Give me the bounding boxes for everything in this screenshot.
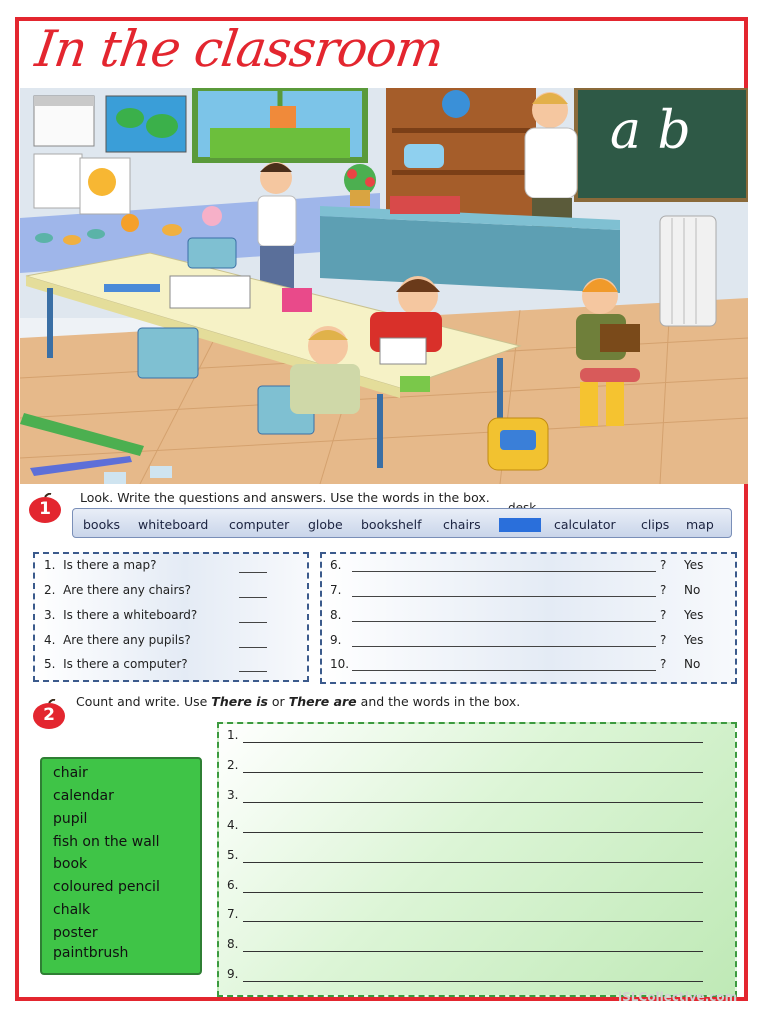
answers-box: 6. ? Yes 7. ? No 8. ? Yes 9. ? Yes 10. ? No xyxy=(320,552,737,684)
writing-line[interactable] xyxy=(243,832,703,833)
given-answer: Yes xyxy=(684,558,704,572)
count-item: coloured pencil xyxy=(53,879,160,895)
highlighted-blank xyxy=(499,518,541,532)
question-row: 3. Is there a whiteboard? xyxy=(44,608,198,622)
classroom-illustration xyxy=(20,88,748,484)
word-item: globe xyxy=(308,517,343,532)
count-item: chalk xyxy=(53,902,91,918)
answer-row-num: 9. xyxy=(330,633,342,647)
question-row: 1. Is there a map? xyxy=(44,558,157,572)
count-item: poster xyxy=(53,925,98,941)
count-item: paintbrush xyxy=(53,945,129,961)
answer-blank[interactable] xyxy=(239,622,267,623)
writing-line[interactable] xyxy=(243,951,703,952)
writing-line[interactable] xyxy=(243,772,703,773)
writing-line[interactable] xyxy=(243,742,703,743)
apple-number-1: 1 xyxy=(28,493,62,523)
answer-blank[interactable] xyxy=(239,647,267,648)
question-line[interactable] xyxy=(352,670,656,671)
given-answer: Yes xyxy=(684,608,704,622)
given-answer: No xyxy=(684,657,701,671)
answer-blank[interactable] xyxy=(239,671,267,672)
line-number: 3. xyxy=(227,788,239,802)
line-number: 4. xyxy=(227,818,239,832)
writing-line[interactable] xyxy=(243,862,703,863)
answer-row-num: 10. xyxy=(330,657,350,671)
count-item: chair xyxy=(53,765,88,781)
section1-instruction: Look. Write the questions and answers. Use the words in the box. xyxy=(80,490,490,505)
line-number: 1. xyxy=(227,728,239,742)
question-row: 4. Are there any pupils? xyxy=(44,633,191,647)
given-answer: Yes xyxy=(684,633,704,647)
line-number: 7. xyxy=(227,907,239,921)
writing-line[interactable] xyxy=(243,802,703,803)
line-number: 6. xyxy=(227,878,239,892)
answer-row-num: 6. xyxy=(330,558,342,572)
count-word-box xyxy=(40,757,202,975)
writing-line[interactable] xyxy=(243,981,703,982)
word-item: whiteboard xyxy=(138,517,209,532)
word-item: books xyxy=(83,517,120,532)
question-line[interactable] xyxy=(352,646,656,647)
word-box xyxy=(72,508,732,538)
line-number: 5. xyxy=(227,848,239,862)
word-item: clips xyxy=(641,517,670,532)
count-item: calendar xyxy=(53,788,114,804)
question-row: 2. Are there any chairs? xyxy=(44,583,192,597)
line-number: 2. xyxy=(227,758,239,772)
blackboard-letters: a b xyxy=(610,101,691,161)
count-item: book xyxy=(53,856,88,872)
question-line[interactable] xyxy=(352,571,656,572)
writing-line[interactable] xyxy=(243,921,703,922)
section2-instruction: Count and write. Use There is or There are and the words in the box. xyxy=(76,694,521,709)
writing-line[interactable] xyxy=(243,892,703,893)
watermark: iSLCollective.com xyxy=(618,990,738,1004)
answer-blank[interactable] xyxy=(239,572,267,573)
answer-blank[interactable] xyxy=(239,597,267,598)
answer-row-num: 7. xyxy=(330,583,342,597)
word-item: bookshelf xyxy=(361,517,422,532)
apple-number-2: 2 xyxy=(32,699,66,729)
writing-box xyxy=(217,722,737,997)
answer-row-num: 8. xyxy=(330,608,342,622)
word-item: chairs xyxy=(443,517,481,532)
questions-box xyxy=(33,552,309,682)
given-answer: No xyxy=(684,583,701,597)
word-item: map xyxy=(686,517,714,532)
word-item: computer xyxy=(229,517,290,532)
count-item: pupil xyxy=(53,811,88,827)
line-number: 8. xyxy=(227,937,239,951)
question-line[interactable] xyxy=(352,596,656,597)
word-item: calculator xyxy=(554,517,616,532)
question-row: 5. Is there a computer? xyxy=(44,657,188,671)
question-line[interactable] xyxy=(352,621,656,622)
line-number: 9. xyxy=(227,967,239,981)
count-item: fish on the wall xyxy=(53,834,160,850)
page-title: In the classroom xyxy=(31,20,447,78)
